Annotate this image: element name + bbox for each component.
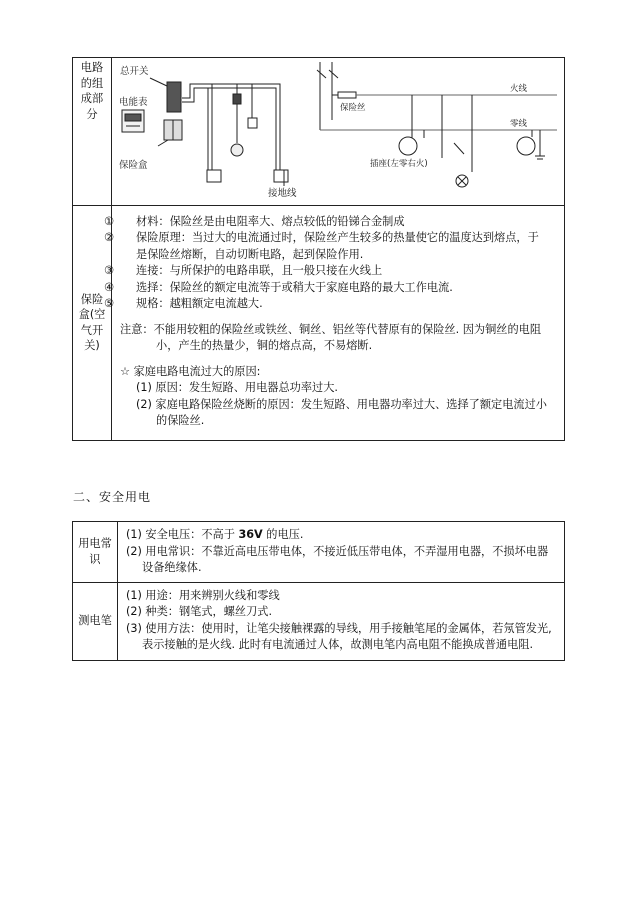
label-meter: 电能表	[119, 97, 148, 108]
safe-voltage-value: 36V	[238, 528, 263, 541]
label-live-wire: 火线	[510, 84, 528, 94]
label-fuse: 保险丝	[340, 103, 366, 113]
circuit-diagram-cell	[112, 58, 565, 206]
overcurrent-reason: (2) 家庭电路保险丝烧断的原因：发生短路、用电器功率过大、选择了额定电流过小	[136, 397, 547, 411]
tester-item-cont: 表示接触的是火线. 此时有电流通过人体，故测电笔内高电阻不能换成普通电阻.	[142, 638, 534, 651]
socket-icon	[274, 170, 288, 182]
socket-icon	[207, 170, 221, 182]
fuse-item: ② 保险原理：当过大的电流通过时，保险丝产生较多的热量使它的温度达到熔点，于	[104, 231, 539, 244]
electricity-head-cell	[73, 522, 118, 583]
tester-body	[118, 582, 565, 660]
tester-item: (3) 使用方法：使用时，让笔尖接触裸露的导线，用手接触笔尾的金属体，若氖管发光,	[126, 621, 552, 635]
electricity-body	[118, 522, 565, 583]
circuit-head-cell	[73, 58, 112, 206]
label-fuse-box: 保险盒	[119, 160, 148, 171]
label-neutral-wire: 零线	[510, 119, 528, 129]
knowledge-table-2	[72, 521, 565, 661]
tester-item: (2) 种类：钢笔式，螺丝刀式.	[126, 605, 273, 618]
overcurrent-reason-cont: 的保险丝.	[156, 414, 205, 427]
socket-symbol	[517, 137, 535, 155]
household-circuit-diagram	[112, 58, 564, 199]
fuse-note-cont: 小，产生的热量少，铜的熔点高，不易熔断.	[156, 339, 373, 352]
tester-item: (1) 用途：用来辨别火线和零线	[126, 588, 280, 602]
overcurrent-reason: (1) 原因：发生短路、用电器总功率过大.	[136, 381, 338, 394]
label-ground-wire: 接地线	[268, 188, 297, 199]
circuit-head: 电路的组成部分	[80, 61, 104, 121]
electricity-item: (2) 用电常识：不靠近高电压带电体，不接近低压带电体，不弄湿用电器，不损坏电器	[126, 544, 549, 558]
fuse-item-cont: 是保险丝熔断，自动切断电路，起到保险作用.	[136, 247, 364, 261]
tester-head: 测电笔	[78, 614, 112, 628]
label-main-switch: 总开关	[120, 66, 149, 77]
fuse-item: ① 材料：保险丝是由电阻率大、熔点较低的铅锑合金制成	[104, 214, 405, 228]
label-socket: 插座(左零右火)	[370, 159, 428, 169]
lamp-icon	[231, 144, 243, 156]
fuse-box-head: 保险盒(空气开关)	[78, 292, 106, 352]
socket-symbol	[399, 137, 417, 155]
fuse-item: ④ 选择：保险丝的额定电流等于或稍大于家庭电路的最大工作电流.	[104, 280, 453, 294]
fuse-item: ⑤ 规格：越粗额定电流越大.	[104, 297, 263, 310]
fuse-note: 注意：不能用较粗的保险丝或铁丝、铜丝、铝丝等代替原有的保险丝. 因为铜丝的电阻	[120, 322, 542, 336]
electricity-item-cont: 设备绝缘体.	[142, 561, 202, 574]
electricity-item: (1) 安全电压：不高于 36V 的电压.	[126, 528, 304, 541]
section-title: 二、安全用电	[73, 490, 152, 504]
fuse-symbol	[338, 92, 356, 98]
electricity-head: 用电常识	[78, 537, 112, 566]
main-switch-icon	[167, 82, 181, 112]
tester-head-cell	[73, 582, 118, 660]
overcurrent-heading: ☆ 家庭电路电流过大的原因:	[120, 364, 261, 378]
fuse-item: ③ 连接：与所保护的电路串联，且一般只接在火线上	[104, 264, 383, 277]
fuse-box-body	[104, 205, 565, 440]
knowledge-table-1	[72, 57, 565, 441]
